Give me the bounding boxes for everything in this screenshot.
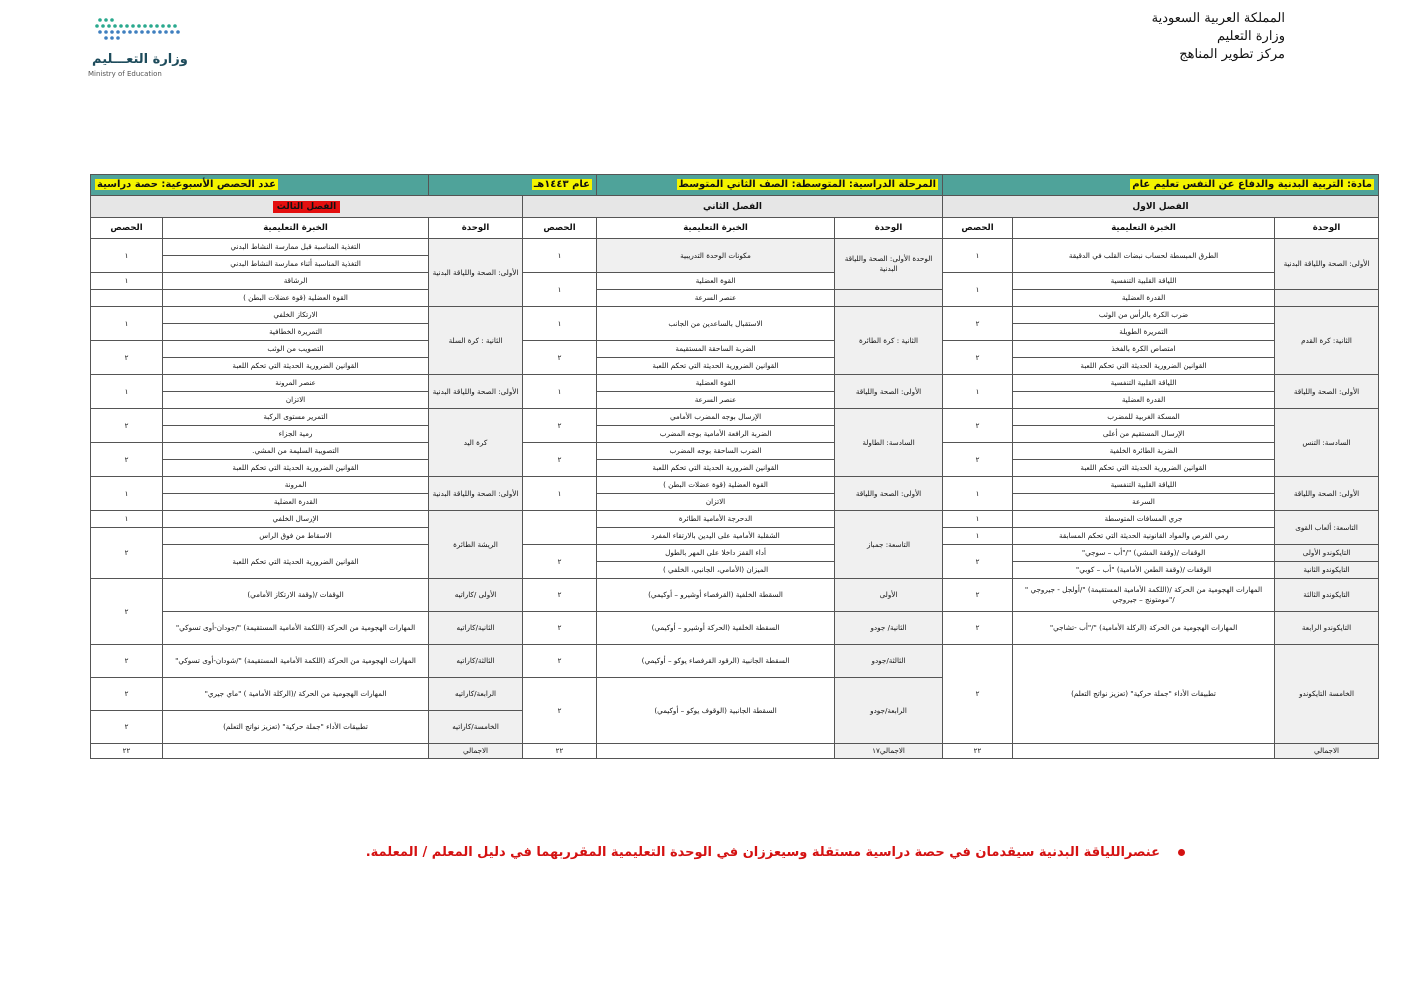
periods-cell bbox=[91, 290, 163, 307]
periods-cell: ٢ bbox=[943, 579, 1013, 612]
periods-cell: ١ bbox=[91, 307, 163, 341]
periods-cell: ٢ bbox=[943, 409, 1013, 443]
unit-cell: التاسعة: جمباز bbox=[835, 511, 943, 579]
experience-cell: تطبيقات الأداء "جملة حركية" (تعزيز نواتج التعلم) bbox=[163, 711, 429, 744]
unit-cell: الثانية: كرة القدم bbox=[1275, 307, 1379, 375]
periods-cell: ٢ bbox=[91, 443, 163, 477]
periods-cell: ٢ bbox=[523, 409, 597, 443]
unit-cell: الثانية : كرة الطائرة bbox=[835, 307, 943, 375]
experience-cell: الضربة الساحقة المستقيمة bbox=[597, 341, 835, 358]
periods-cell: ١ bbox=[943, 273, 1013, 307]
periods-cell: ٢ bbox=[91, 409, 163, 443]
col-periods-t2: الحصص bbox=[523, 218, 597, 239]
periods-cell: ٢ bbox=[523, 678, 597, 744]
table-row bbox=[91, 358, 1379, 375]
stage-cell bbox=[597, 175, 943, 196]
experience-cell: المرونة bbox=[163, 477, 429, 494]
periods-cell: ٢ bbox=[943, 341, 1013, 375]
unit-cell: التاسعة: ألعاب القوى bbox=[1275, 511, 1379, 545]
terms-row bbox=[91, 196, 1379, 218]
unit-cell: التايكوندو الثانية bbox=[1275, 562, 1379, 579]
footnote bbox=[366, 845, 1185, 860]
periods-cell: ١ bbox=[943, 528, 1013, 545]
subject-label: مادة: التربية البدنية والدفاع عن النفس تعليم عام bbox=[1132, 179, 1373, 190]
unit-cell: الأولى: الصحة واللياقة bbox=[835, 477, 943, 511]
unit-cell: الريشة الطائرة bbox=[429, 511, 523, 579]
curriculum-table bbox=[90, 174, 1373, 759]
periods-cell: ١ bbox=[523, 375, 597, 409]
periods-cell: ٢ bbox=[523, 341, 597, 375]
table-row bbox=[91, 341, 1379, 358]
table-row bbox=[91, 409, 1379, 426]
experience-cell: ضرب الكرة بالرأس من الوثب bbox=[1013, 307, 1275, 324]
experience-cell: المهارات الهجومية من الحركة (اللكمة الأمامية المستقيمة) "/جودان-أوى تسوكي" bbox=[163, 612, 429, 645]
info-row bbox=[91, 175, 1379, 196]
experience-cell: القوة العضلية bbox=[597, 375, 835, 392]
experience-cell: الميزان (الأمامي، الجانبي، الخلفي ) bbox=[597, 562, 835, 579]
unit-cell: الوحدة الأولى: الصحة واللياقة البدنية bbox=[835, 239, 943, 290]
table-row bbox=[91, 579, 1379, 612]
experience-cell: الضربة الرافعة الأمامية بوجه المضرب bbox=[597, 426, 835, 443]
unit-cell: الثالثة/كاراتيه bbox=[429, 645, 523, 678]
experience-cell: الوقفات /(وقفة الارتكاز الأمامي) bbox=[163, 579, 429, 612]
experience-cell: الاسقاط من فوق الراس bbox=[163, 528, 429, 545]
periods-cell: ١ bbox=[91, 273, 163, 290]
unit-cell: الأولى bbox=[835, 579, 943, 612]
table-row bbox=[91, 460, 1379, 477]
experience-cell: امتصاص الكرة بالفخذ bbox=[1013, 341, 1275, 358]
periods-cell: ١ bbox=[943, 375, 1013, 409]
experience-cell: الوقفات /(وقفة المشي) "/"أب – سوجي" bbox=[1013, 545, 1275, 562]
experience-cell: الاتزان bbox=[163, 392, 429, 409]
table-row bbox=[91, 511, 1379, 528]
total-spacer-t2 bbox=[597, 744, 835, 759]
logo-dots-icon bbox=[86, 14, 182, 48]
unit-cell: الأولى: الصحة واللياقة البدنية bbox=[1275, 239, 1379, 290]
experience-cell: القوة العضلية (قوة عضلات البطن ) bbox=[597, 477, 835, 494]
unit-cell: كرة اليد bbox=[429, 409, 523, 477]
col-experience-t2: الخبرة التعليمية bbox=[597, 218, 835, 239]
total-spacer-t1 bbox=[1013, 744, 1275, 759]
experience-cell: جري المسافات المتوسطة bbox=[1013, 511, 1275, 528]
table-row bbox=[91, 426, 1379, 443]
unit-cell: الثانية : كرة السلة bbox=[429, 307, 523, 375]
unit-cell: الأولى: الصحة واللياقة bbox=[835, 375, 943, 409]
unit-cell: الأولى: الصحة واللياقة البدنية bbox=[429, 239, 523, 307]
table-row bbox=[91, 528, 1379, 545]
periods-cell: ١ bbox=[943, 239, 1013, 273]
table-row bbox=[91, 290, 1379, 307]
experience-cell: القوانين الضرورية الحديثة التي تحكم اللعبة bbox=[597, 358, 835, 375]
periods-cell: ١ bbox=[523, 273, 597, 307]
experience-cell: الإرسال الخلفي bbox=[163, 511, 429, 528]
unit-cell: الرابعة/جودو bbox=[835, 678, 943, 744]
experience-cell: التصويب من الوثب bbox=[163, 341, 429, 358]
column-headers-row bbox=[91, 218, 1379, 239]
periods-cell: ١ bbox=[91, 511, 163, 528]
experience-cell: عنصر السرعة bbox=[597, 392, 835, 409]
experience-cell: اللياقة القلبية التنفسية bbox=[1013, 477, 1275, 494]
unit-cell: السادسة: التنس bbox=[1275, 409, 1379, 477]
col-unit-t2: الوحدة bbox=[835, 218, 943, 239]
experience-cell: القوة العضلية bbox=[597, 273, 835, 290]
periods-cell: ٢ bbox=[523, 612, 597, 645]
experience-cell: المهارات الهجومية من الحركة /(اللكمة الأمامية المستقيمة) "/أولجل - جيروجي " /"مومتونج – جيروجي bbox=[1013, 579, 1275, 612]
table-row bbox=[91, 273, 1379, 290]
col-experience-t1: الخبرة التعليمية bbox=[1013, 218, 1275, 239]
experience-cell: الدحرجة الأمامية الطائرة bbox=[597, 511, 835, 528]
periods-cell: ٢ bbox=[943, 612, 1013, 645]
experience-cell: عنصر المرونة bbox=[163, 375, 429, 392]
experience-cell: الشقلبة الأمامية على اليدين بالارتقاء المفرد bbox=[597, 528, 835, 545]
total-value-t1: ٢٢ bbox=[943, 744, 1013, 759]
experience-cell: القوانين الضرورية الحديثة التي تحكم اللعبة bbox=[1013, 358, 1275, 375]
table-row bbox=[91, 645, 1379, 678]
experience-cell: السقطة الجانبية (الوقوف يوكو – أوكيمي) bbox=[597, 678, 835, 744]
experience-cell: القوانين الضرورية الحديثة التي تحكم اللعبة bbox=[163, 358, 429, 375]
col-unit-t1: الوحدة bbox=[1275, 218, 1379, 239]
unit-cell: الثالثة/جودو bbox=[835, 645, 943, 678]
experience-cell: القدرة العضلية bbox=[163, 494, 429, 511]
term-third-label: الفصل الثالث bbox=[273, 201, 340, 213]
unit-cell: السادسة: الطاولة bbox=[835, 409, 943, 477]
center-name: مركز تطوير المناهج bbox=[1179, 47, 1285, 62]
experience-cell: التمريرة الخطافية bbox=[163, 324, 429, 341]
periods-cell: ٢ bbox=[91, 711, 163, 744]
experience-cell: السقطة الجانبية (الرقود القرفصاء يوكو – أوكيمي) bbox=[597, 645, 835, 678]
term-third bbox=[91, 196, 523, 218]
experience-cell: القوانين الضرورية الحديثة التي تحكم اللعبة bbox=[597, 460, 835, 477]
unit-cell bbox=[1275, 290, 1379, 307]
experience-cell: المهارات الهجومية من الحركة (اللكمة الأمامية المستقيمة) "/شودان-أوى تسوكي" bbox=[163, 645, 429, 678]
experience-cell: التغذية المناسبة أثناء ممارسة النشاط البدني bbox=[163, 256, 429, 273]
term-first: الفصل الاول bbox=[943, 196, 1379, 218]
logo-english-text: Ministry of Education bbox=[88, 70, 162, 78]
document-header bbox=[1152, 10, 1285, 64]
unit-cell: الخامسة التايكوندو bbox=[1275, 645, 1379, 744]
periods-cell: ١ bbox=[943, 511, 1013, 528]
ministry-name: وزارة التعليم bbox=[1216, 29, 1285, 44]
experience-cell: تطبيقات الأداء "جملة حركية" (تعزيز نواتج التعلم) bbox=[1013, 645, 1275, 744]
periods-cell: ١ bbox=[91, 375, 163, 409]
experience-cell: الضرب الساحقة بوجه المضرب bbox=[597, 443, 835, 460]
periods-cell: ١ bbox=[523, 477, 597, 511]
table-row bbox=[91, 307, 1379, 324]
periods-cell: ٢ bbox=[943, 545, 1013, 579]
periods-cell bbox=[91, 175, 429, 196]
experience-cell: التغذية المناسبة قبل ممارسة النشاط البدني bbox=[163, 239, 429, 256]
periods-cell: ٢ bbox=[943, 645, 1013, 744]
experience-cell: التمرير مستوى الركبة bbox=[163, 409, 429, 426]
periods-cell: ٢ bbox=[523, 443, 597, 477]
experience-cell: الاتزان bbox=[597, 494, 835, 511]
bullet-icon bbox=[1178, 849, 1185, 856]
periods-cell: ١ bbox=[523, 239, 597, 273]
experience-cell: مكونات الوحدة التدريبية bbox=[597, 239, 835, 273]
unit-cell: الأولى: الصحة واللياقة bbox=[1275, 477, 1379, 511]
periods-cell: ٢ bbox=[91, 341, 163, 375]
experience-cell: الاستقبال بالساعدين من الجانب bbox=[597, 307, 835, 341]
experience-cell: القوانين الضرورية الحديثة التي تحكم اللعبة bbox=[163, 460, 429, 477]
periods-cell: ٢ bbox=[943, 307, 1013, 341]
unit-cell: الأولى: الصحة واللياقة bbox=[1275, 375, 1379, 409]
table-row bbox=[91, 375, 1379, 392]
periods-cell: ٢ bbox=[91, 645, 163, 678]
periods-cell: ٢ bbox=[91, 579, 163, 645]
experience-cell: القوة العضلية (قوة عضلات البطن ) bbox=[163, 290, 429, 307]
experience-cell: المهارات الهجومية من الحركة /(الركلة الأمامية ) "ماي جيري" bbox=[163, 678, 429, 711]
col-periods-t1: الحصص bbox=[943, 218, 1013, 239]
unit-cell: الأولى /كاراتيه bbox=[429, 579, 523, 612]
unit-cell: الخامسة/كاراتيه bbox=[429, 711, 523, 744]
col-unit-t3: الوحدة bbox=[429, 218, 523, 239]
total-label-t3: الاجمالي bbox=[429, 744, 523, 759]
experience-cell: رمي القرص والمواد القانونية الحديثة التي تحكم المسابقة bbox=[1013, 528, 1275, 545]
unit-cell bbox=[835, 290, 943, 307]
periods-label: عدد الحصص الأسبوعية: حصة دراسية bbox=[97, 179, 277, 190]
experience-cell: القدرة العضلية bbox=[1013, 392, 1275, 409]
experience-cell: اللياقة القلبية التنفسية bbox=[1013, 273, 1275, 290]
experience-cell: التصويبة السليمة من المشي. bbox=[163, 443, 429, 460]
table-row bbox=[91, 239, 1379, 256]
experience-cell: أداء القفز داخلا على المهر بالطول bbox=[597, 545, 835, 562]
experience-cell: الارتكاز الخلفي bbox=[163, 307, 429, 324]
experience-cell: التمريرة الطويلة bbox=[1013, 324, 1275, 341]
experience-cell: القوانين الضرورية الحديثة التي تحكم اللعبة bbox=[163, 545, 429, 579]
total-value-t2: ٢٢ bbox=[523, 744, 597, 759]
term-second: الفصل الثاني bbox=[523, 196, 943, 218]
subject-cell bbox=[943, 175, 1379, 196]
table-row bbox=[91, 443, 1379, 460]
periods-cell bbox=[523, 511, 597, 545]
unit-cell: الأولى: الصحة واللياقة البدنية bbox=[429, 375, 523, 409]
footnote-text: عنصراللياقة البدنية سيقدمان في حصة دراسية مستقلة وسيعززان في الوحدة التعليمية المقرربهما في دليل المعلم / المعلمة. bbox=[365, 845, 1160, 860]
experience-cell: السقطة الخلفية (الحركة أوشيرو – أوكيمي) bbox=[597, 612, 835, 645]
periods-cell: ٢ bbox=[523, 645, 597, 678]
experience-cell: الإرسال المستقيم من أعلى bbox=[1013, 426, 1275, 443]
experience-cell: رمية الجزاء bbox=[163, 426, 429, 443]
experience-cell: السرعة bbox=[1013, 494, 1275, 511]
experience-cell: السقطة الخلفية (القرفصاء أوشيرو – أوكيمي) bbox=[597, 579, 835, 612]
ministry-logo bbox=[86, 14, 188, 86]
experience-cell: الرشاقة bbox=[163, 273, 429, 290]
periods-cell: ١ bbox=[943, 477, 1013, 511]
periods-cell: ٢ bbox=[523, 579, 597, 612]
experience-cell: اللياقة القلبية التنفسية bbox=[1013, 375, 1275, 392]
periods-cell: ٢ bbox=[523, 545, 597, 579]
total-label-t1: الاجمالي bbox=[1275, 744, 1379, 759]
unit-cell: الرابعة/كاراتيه bbox=[429, 678, 523, 711]
table-row bbox=[91, 477, 1379, 494]
total-spacer-t3 bbox=[163, 744, 429, 759]
unit-cell: التايكوندو الرابعة bbox=[1275, 612, 1379, 645]
unit-cell: الثانية/كاراتيه bbox=[429, 612, 523, 645]
total-label-t2: الاجمالي١٧ bbox=[835, 744, 943, 759]
experience-cell: عنصر السرعة bbox=[597, 290, 835, 307]
year-label: عام ١٤٤٣هـ bbox=[533, 179, 591, 190]
unit-cell: التايكوندو الثالثة bbox=[1275, 579, 1379, 612]
unit-cell: التايكوندو الأولى bbox=[1275, 545, 1379, 562]
experience-cell: القدرة العضلية bbox=[1013, 290, 1275, 307]
stage-label: المرحلة الدراسية: المتوسطة: الصف الثاني المتوسط bbox=[678, 179, 937, 190]
logo-arabic-text: وزارة التعـــليم bbox=[92, 52, 188, 67]
kingdom-name: المملكة العربية السعودية bbox=[1151, 11, 1285, 26]
unit-cell: الأولى: الصحة واللياقة البدنية bbox=[429, 477, 523, 511]
year-cell bbox=[429, 175, 597, 196]
experience-cell: الوقفات /(وقفة الطعن الأمامية) "أب – كوبي" bbox=[1013, 562, 1275, 579]
col-periods-t3: الحصص bbox=[91, 218, 163, 239]
periods-cell: ١ bbox=[91, 239, 163, 273]
total-value-t3: ٢٢ bbox=[91, 744, 163, 759]
experience-cell: الضربة الطائرة الخلفية bbox=[1013, 443, 1275, 460]
table-row bbox=[91, 545, 1379, 562]
experience-cell: الطرق المبسطة لحساب نبضات القلب في الدقيقة bbox=[1013, 239, 1275, 273]
unit-cell: الثانية/ جودو bbox=[835, 612, 943, 645]
experience-cell: المهارات الهجومية من الحركة (الركلة الأمامية) "/"أب -تشاجي" bbox=[1013, 612, 1275, 645]
periods-cell: ٢ bbox=[91, 528, 163, 579]
periods-cell: ١ bbox=[91, 477, 163, 511]
periods-cell: ١ bbox=[523, 307, 597, 341]
col-experience-t3: الخبرة التعليمية bbox=[163, 218, 429, 239]
periods-cell: ٢ bbox=[91, 678, 163, 711]
experience-cell: الإرسال بوجه المضرب الأمامي bbox=[597, 409, 835, 426]
table-row bbox=[91, 612, 1379, 645]
experience-cell: المسكة الغربية للمضرب bbox=[1013, 409, 1275, 426]
totals-row bbox=[91, 744, 1379, 759]
experience-cell: القوانين الضرورية الحديثة التي تحكم اللعبة bbox=[1013, 460, 1275, 477]
periods-cell: ٢ bbox=[943, 443, 1013, 477]
